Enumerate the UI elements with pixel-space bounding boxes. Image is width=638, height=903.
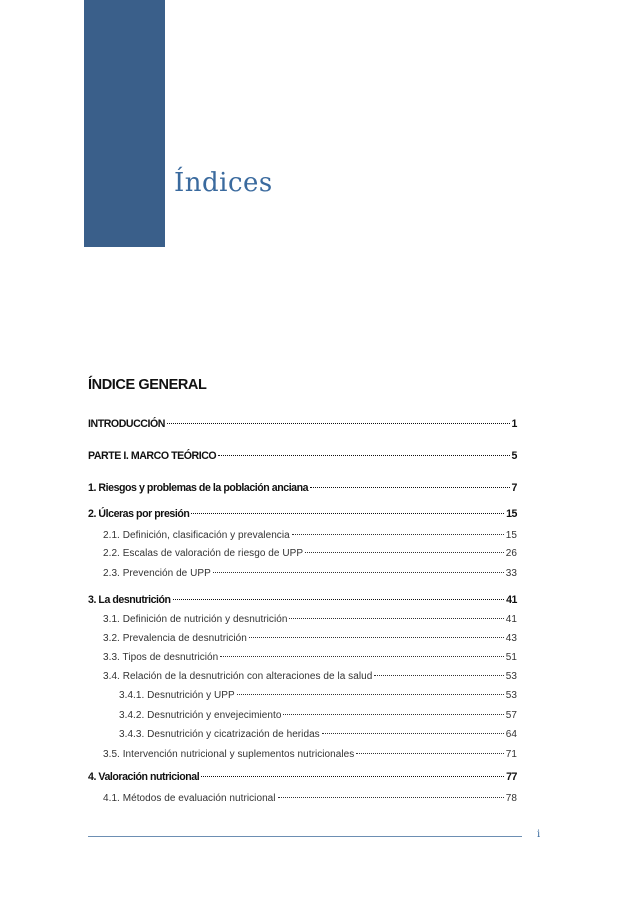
toc-entry[interactable]: [88, 594, 517, 606]
toc-entry-page: 26: [505, 548, 517, 559]
dot-leader: [213, 572, 504, 573]
toc-entry-page: 7: [511, 482, 517, 494]
dot-leader: [173, 599, 505, 600]
dot-leader: [220, 656, 504, 657]
dot-leader: [278, 797, 504, 798]
toc-entry-page: 1: [511, 418, 517, 430]
dot-leader: [167, 423, 510, 424]
toc-entry[interactable]: [88, 690, 517, 701]
toc-entry[interactable]: [88, 418, 517, 430]
toc-entry-page: 53: [505, 690, 517, 701]
toc-entry-page: 64: [505, 729, 517, 740]
toc-entry[interactable]: [88, 508, 517, 520]
toc-entry-label: 3.1. Definición de nutrición y desnutrición: [103, 614, 288, 625]
toc-entry[interactable]: [88, 671, 517, 682]
toc-entry-page: 57: [505, 710, 517, 721]
chapter-title: Índices: [174, 168, 273, 198]
dot-leader: [201, 776, 504, 777]
toc-entry-label: 3.4.3. Desnutrición y cicatrización de heridas: [119, 729, 320, 740]
toc-entry-page: 41: [506, 594, 517, 606]
footer-rule: [88, 836, 522, 837]
toc-entry[interactable]: [88, 450, 517, 462]
dot-leader: [289, 618, 503, 619]
toc-entry[interactable]: [88, 482, 517, 494]
toc-entry[interactable]: [88, 749, 517, 760]
toc-entry[interactable]: [88, 548, 517, 559]
toc-entry-label: 2.3. Prevención de UPP: [103, 568, 211, 579]
toc-entry[interactable]: [88, 729, 517, 740]
dot-leader: [191, 513, 504, 514]
dot-leader: [283, 714, 503, 715]
dot-leader: [305, 552, 504, 553]
toc-entry-page: 43: [505, 633, 517, 644]
toc-entry-label: 4.1. Métodos de evaluación nutricional: [103, 793, 276, 804]
toc-entry-label: 1. Riesgos y problemas de la población anciana: [88, 482, 309, 494]
toc-entry-label: 2. Úlceras por presión: [88, 508, 190, 520]
toc-entry-page: 53: [505, 671, 517, 682]
dot-leader: [374, 675, 503, 676]
toc-entry-page: 71: [505, 749, 517, 760]
toc-entry[interactable]: [88, 652, 517, 663]
dot-leader: [322, 733, 504, 734]
toc-entry-page: 15: [505, 530, 517, 541]
toc-entry[interactable]: [88, 771, 517, 783]
toc-entry-label: 3.4.2. Desnutrición y envejecimiento: [119, 710, 282, 721]
toc-entry-label: 3.4. Relación de la desnutrición con alteraciones de la salud: [103, 671, 373, 682]
dot-leader: [237, 694, 504, 695]
toc-entry-label: 3. La desnutrición: [88, 594, 171, 606]
toc-entry[interactable]: [88, 614, 517, 625]
toc-entry-page: 5: [511, 450, 517, 462]
toc-entry-page: 77: [506, 771, 517, 783]
toc-entry[interactable]: [88, 710, 517, 721]
toc-entry-label: 3.5. Intervención nutricional y suplementos nutricionales: [103, 749, 355, 760]
dot-leader: [218, 455, 509, 456]
toc-entry-page: 78: [505, 793, 517, 804]
toc-entry-label: 3.4.1. Desnutrición y UPP: [119, 690, 235, 701]
toc-entry-label: 3.3. Tipos de desnutrición: [103, 652, 219, 663]
chapter-color-bar: [84, 0, 165, 247]
toc-entry[interactable]: [88, 568, 517, 579]
dot-leader: [292, 534, 504, 535]
toc-entry-label: 2.1. Definición, clasificación y prevalencia: [103, 530, 290, 541]
toc-entry-page: 15: [506, 508, 517, 520]
dot-leader: [356, 753, 503, 754]
index-heading: ÍNDICE GENERAL: [88, 377, 207, 393]
toc-entry-page: 41: [505, 614, 517, 625]
dot-leader: [310, 487, 509, 488]
dot-leader: [249, 637, 504, 638]
toc-entry-label: INTRODUCCIÓN: [88, 418, 165, 430]
toc-entry-label: 4. Valoración nutricional: [88, 771, 200, 783]
toc-entry-page: 33: [505, 568, 517, 579]
toc-entry[interactable]: [88, 633, 517, 644]
toc-entry-page: 51: [505, 652, 517, 663]
toc-entry-label: PARTE I. MARCO TEÓRICO: [88, 450, 217, 462]
footer-page-number: i: [537, 829, 541, 840]
toc-entry[interactable]: [88, 530, 517, 541]
toc-entry[interactable]: [88, 793, 517, 804]
toc-entry-label: 2.2. Escalas de valoración de riesgo de UPP: [103, 548, 304, 559]
toc-entry-label: 3.2. Prevalencia de desnutrición: [103, 633, 247, 644]
